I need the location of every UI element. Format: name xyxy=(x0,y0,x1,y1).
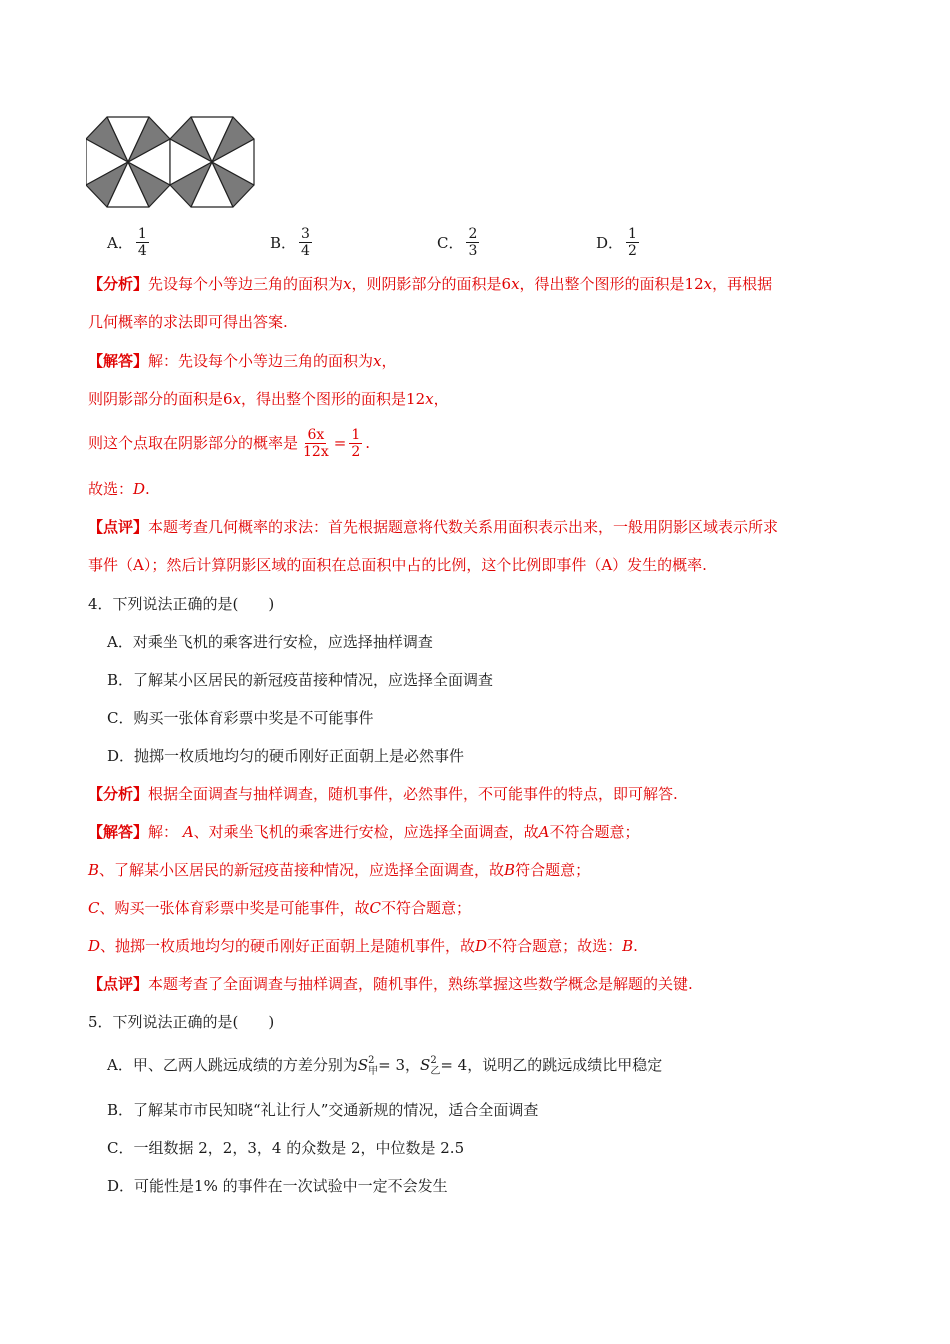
solution-tag: 【解答】 xyxy=(88,823,149,841)
option-letter: A xyxy=(538,823,550,841)
text: D．抛掷一枚质地均匀的硬币刚好正面朝上是必然事件 xyxy=(107,747,465,765)
sub-sup xyxy=(368,1055,378,1077)
superscript: 2 xyxy=(368,1055,375,1066)
math-var: x xyxy=(373,352,382,370)
math-var: S xyxy=(420,1056,431,1074)
q3-solution-line-3 xyxy=(88,421,370,465)
q3-comment-line-1 xyxy=(88,516,778,538)
denominator: 2 xyxy=(628,242,637,259)
q4-option-d xyxy=(107,745,464,767)
fraction xyxy=(466,226,479,259)
superscript: 2 xyxy=(430,1055,437,1066)
q3-choice-b xyxy=(270,220,315,264)
text: 、了解某小区居民的新冠疫苗接种情况，应选择全面调查，故 xyxy=(99,861,505,879)
text: ， xyxy=(405,1056,421,1074)
denominator: 4 xyxy=(137,242,147,259)
option-letter: B xyxy=(88,861,100,879)
choice-letter: A． xyxy=(107,233,133,252)
text: . xyxy=(145,480,150,498)
numerator: 6x xyxy=(307,426,325,443)
text: 故选： xyxy=(88,480,134,498)
text: 本题考查了全面调查与抽样调查，随机事件，熟练掌握这些数学概念是解题的关键. xyxy=(148,975,693,993)
math-num: 12 xyxy=(406,390,426,408)
math-num: 12 xyxy=(684,275,704,293)
text: 4．下列说法正确的是( ) xyxy=(88,595,275,613)
option-letter: D xyxy=(475,937,488,955)
q3-analysis-line-2 xyxy=(88,311,288,333)
text: ， xyxy=(433,390,449,408)
math-num: 6 xyxy=(223,390,233,408)
answer-letter: B xyxy=(622,937,634,955)
text: 不符合题意；故选： xyxy=(487,937,623,955)
q4-option-a xyxy=(107,631,433,653)
text: 、对乘坐飞机的乘客进行安检，应选择全面调查，故 xyxy=(193,823,539,841)
numerator: 1 xyxy=(628,225,637,242)
text: D．可能性是1% 的事件在一次试验中一定不会发生 xyxy=(107,1177,448,1195)
q3-choices xyxy=(107,220,707,264)
q4-solution-line-1 xyxy=(88,821,640,843)
subscript: 乙 xyxy=(430,1066,441,1077)
text: ，再根据 xyxy=(712,275,773,293)
q4-solution-line-2 xyxy=(88,859,590,881)
text: ，则阴影部分的面积是 xyxy=(351,275,502,293)
q3-solution-line-2 xyxy=(88,388,449,410)
text: 、抛掷一枚质地均匀的硬币刚好正面朝上是随机事件，故 xyxy=(100,937,476,955)
text: A．甲、乙两人跳远成绩的方差分别为 xyxy=(107,1056,358,1074)
q3-choice-d xyxy=(596,220,642,264)
q4-option-b xyxy=(107,669,493,691)
math-var: x xyxy=(232,390,242,408)
q5-option-b xyxy=(107,1099,538,1121)
q5-option-a xyxy=(107,1051,662,1079)
text: 不符合题意； xyxy=(380,899,471,917)
q4-solution-line-4 xyxy=(88,935,638,957)
text: 、购买一张体育彩票中奖是可能事件，故 xyxy=(99,899,370,917)
denominator: 3 xyxy=(468,242,478,259)
analysis-tag: 【分析】 xyxy=(88,785,149,803)
option-letter: C xyxy=(88,899,100,917)
fraction xyxy=(136,226,149,259)
q4-solution-line-3 xyxy=(88,897,471,919)
numerator: 1 xyxy=(137,225,147,242)
text: B．了解某市市民知晓“礼让行人”交通新规的情况，适合全面调查 xyxy=(107,1101,539,1119)
text: 先设每个小等边三角的面积为 xyxy=(148,275,344,293)
numerator: 3 xyxy=(301,225,310,242)
option-letter: A xyxy=(182,823,194,841)
hexagon-triangle-figure xyxy=(86,113,256,213)
text: 则这个点取在阴影部分的概率是 xyxy=(88,434,299,452)
q4-option-c xyxy=(107,707,373,729)
q3-solution-line-1 xyxy=(88,350,397,372)
option-letter: C xyxy=(369,899,381,917)
solution-tag: 【解答】 xyxy=(88,352,149,370)
text: A．对乘坐飞机的乘客进行安检，应选择抽样调查 xyxy=(107,633,433,651)
text: 解：先设每个小等边三角的面积为 xyxy=(148,352,374,370)
choice-letter: C． xyxy=(437,233,464,252)
math-num: 6 xyxy=(501,275,512,293)
text: 不符合题意； xyxy=(549,823,640,841)
numerator: 1 xyxy=(351,426,361,443)
text: C．购买一张体育彩票中奖是不可能事件 xyxy=(107,709,374,727)
option-letter: B xyxy=(504,861,516,879)
analysis-tag: 【分析】 xyxy=(88,275,149,293)
text: 事件（A）；然后计算阴影区域的面积在总面积中占的比例，这个比例即事件（A）发生的概率. xyxy=(88,556,707,574)
text: . xyxy=(365,434,371,452)
choice-letter: D． xyxy=(596,233,624,252)
q4-analysis xyxy=(88,783,678,805)
q4-comment xyxy=(88,973,693,995)
q4-stem xyxy=(88,593,274,615)
denominator: 2 xyxy=(351,443,361,460)
answer-letter: D xyxy=(133,480,146,498)
text: . xyxy=(633,937,638,955)
text: 根据全面调查与抽样调查，随机事件，必然事件，不可能事件的特点，即可解答. xyxy=(148,785,678,803)
math-var: x xyxy=(343,275,352,293)
text: 5．下列说法正确的是( ) xyxy=(88,1013,275,1031)
q3-choice-c xyxy=(437,220,482,264)
sub-sup xyxy=(430,1055,440,1077)
text: 则阴影部分的面积是 xyxy=(88,390,224,408)
equals: = xyxy=(333,434,347,452)
q3-choose-line xyxy=(88,478,150,500)
fraction xyxy=(626,226,639,259)
choice-letter: B． xyxy=(270,233,297,252)
option-letter: D xyxy=(88,937,101,955)
result-fraction xyxy=(349,427,362,460)
math-var: S xyxy=(357,1056,369,1074)
q3-analysis-line-1 xyxy=(88,273,772,295)
text: ，得出整个图形的面积是 xyxy=(241,390,407,408)
text: 符合题意； xyxy=(515,861,591,879)
fraction xyxy=(299,226,312,259)
text: = 4 xyxy=(440,1056,468,1074)
probability-fraction xyxy=(301,427,331,460)
q3-choice-a xyxy=(107,220,152,264)
text: ，说明乙的跳远成绩比甲稳定 xyxy=(467,1056,663,1074)
text: ， xyxy=(381,352,397,370)
q5-option-c xyxy=(107,1137,464,1159)
text: 本题考查几何概率的求法：首先根据题意将代数关系用面积表示出来，一般用阴影区域表示所求 xyxy=(148,518,779,536)
text: 解： xyxy=(148,823,179,841)
math-var: x xyxy=(425,390,434,408)
comment-tag: 【点评】 xyxy=(88,975,149,993)
math-var: x xyxy=(703,275,713,293)
math-var: x xyxy=(511,275,520,293)
denominator: 12x xyxy=(303,443,329,460)
comment-tag: 【点评】 xyxy=(88,518,149,536)
text: 几何概率的求法即可得出答案. xyxy=(88,313,288,331)
subscript: 甲 xyxy=(368,1066,379,1077)
numerator: 2 xyxy=(468,225,478,242)
q5-option-d xyxy=(107,1175,448,1197)
q3-comment-line-2 xyxy=(88,554,707,576)
text: ，得出整个图形的面积是 xyxy=(519,275,685,293)
text: B．了解某小区居民的新冠疫苗接种情况，应选择全面调查 xyxy=(107,671,494,689)
q5-stem xyxy=(88,1011,274,1033)
text: = 3 xyxy=(378,1056,406,1074)
denominator: 4 xyxy=(301,242,310,259)
text: C．一组数据 2，2，3，4 的众数是 2，中位数是 2.5 xyxy=(107,1139,465,1157)
